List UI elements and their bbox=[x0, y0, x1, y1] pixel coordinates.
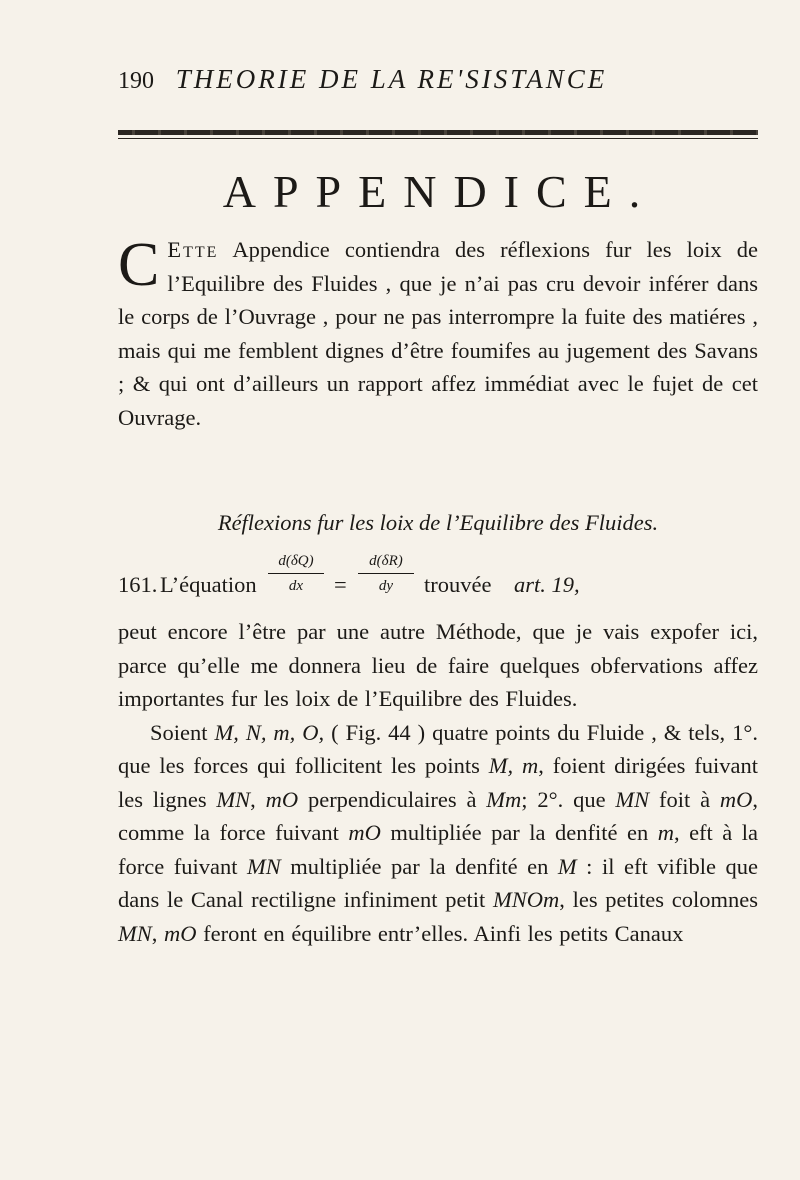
text-run: Soient bbox=[150, 719, 215, 745]
equals-sign: = bbox=[334, 572, 347, 597]
ornamental-rule bbox=[118, 130, 758, 135]
text-run: , bbox=[250, 786, 266, 812]
intro-text: Appendice contiendra des réflexions fur les loix de l’Equilibre des Fluides , que je n’ai pas cru devoir inférer dans le corps de l’Ouvrage , pour ne pas interrompre la fuite des matiéres , mais qui me femblent dignes d’être foumifes au jugement des Savans ; & qui ont d’ailleurs un rapport affez immédiat avec le fujet de cet Ouvrage. bbox=[118, 237, 758, 430]
article-number: 161. bbox=[118, 572, 158, 597]
fraction-right-denominator: dy bbox=[378, 578, 394, 594]
drop-cap: C bbox=[118, 231, 160, 299]
text-run: feront en équilibre entr’elles. Ainfi les petits Canaux bbox=[196, 920, 684, 946]
paragraph-continuation: peut encore l’être par une autre Méthode, que je vais expofer ici, parce qu’elle me donnera lieu de faire quelques obfervations affez importantes fur les loix de l’Equilibre des Fluides. bbox=[118, 619, 758, 711]
text-run: foit à bbox=[649, 786, 720, 812]
text-run: , eft à la force fuivant bbox=[118, 820, 758, 879]
text-run: , les petites colomnes bbox=[559, 887, 758, 912]
math-line: mO bbox=[164, 920, 197, 946]
math-points: M, N, m, O, bbox=[214, 719, 325, 745]
paragraph-soient bbox=[118, 716, 758, 951]
equation-lead: L’équation bbox=[160, 572, 257, 597]
intro-smallcaps: Ette bbox=[167, 237, 219, 262]
math-line: MN bbox=[118, 920, 152, 946]
fraction-bar bbox=[268, 573, 324, 574]
text-run: ( Fig. 44 ) quatre points du Fluide , & tels, 1°. que les forces qui follicitent les points bbox=[118, 719, 758, 778]
text-run: : il eft vifible que dans le Canal rectiligne infiniment petit bbox=[118, 853, 758, 912]
math-points: M, m bbox=[488, 753, 539, 778]
fraction-left-denominator: dx bbox=[288, 578, 304, 594]
running-title: THEORIE DE LA RE'SISTANCE bbox=[175, 64, 608, 94]
equation-line bbox=[118, 552, 758, 612]
text-run: perpendiculaires à bbox=[298, 786, 487, 812]
text-run: , comme la force fuivant bbox=[118, 786, 759, 845]
math-line: mO bbox=[348, 820, 381, 845]
math-line: Mm bbox=[486, 786, 522, 812]
article-reference: art. 19, bbox=[514, 572, 580, 597]
section-heading: Réflexions fur les loix de l’Equilibre des Fluides. bbox=[217, 510, 659, 535]
page-number: 190 bbox=[118, 68, 154, 94]
equation-trail: trouvée bbox=[424, 572, 492, 597]
rule-line bbox=[118, 138, 758, 139]
math-point: m bbox=[657, 820, 674, 845]
fraction-bar bbox=[358, 573, 414, 574]
text-run: , bbox=[151, 920, 164, 946]
fraction-left-numerator: d(δQ) bbox=[278, 553, 314, 569]
fraction-left bbox=[268, 552, 324, 595]
math-canal: MNOm bbox=[492, 887, 560, 912]
math-line: MN bbox=[247, 853, 281, 879]
text-run: , foient dirigées fuivant les lignes bbox=[118, 753, 758, 812]
math-line: MN bbox=[615, 786, 650, 812]
body-text bbox=[118, 615, 758, 950]
appendix-intro-paragraph bbox=[118, 233, 758, 434]
running-head bbox=[118, 64, 758, 95]
appendix-title: APPENDICE. bbox=[222, 166, 658, 217]
text-run: ; 2°. que bbox=[521, 786, 616, 812]
fraction-right bbox=[358, 552, 414, 595]
fraction-right-numerator: d(δR) bbox=[369, 553, 403, 569]
math-line: MN bbox=[216, 786, 251, 812]
math-point: M bbox=[557, 853, 577, 879]
text-run: multipliée par la denfité en bbox=[280, 853, 558, 879]
text-run: multipliée par la denfité en bbox=[380, 820, 658, 845]
math-line: mO bbox=[719, 786, 753, 812]
math-line: mO bbox=[265, 786, 299, 812]
